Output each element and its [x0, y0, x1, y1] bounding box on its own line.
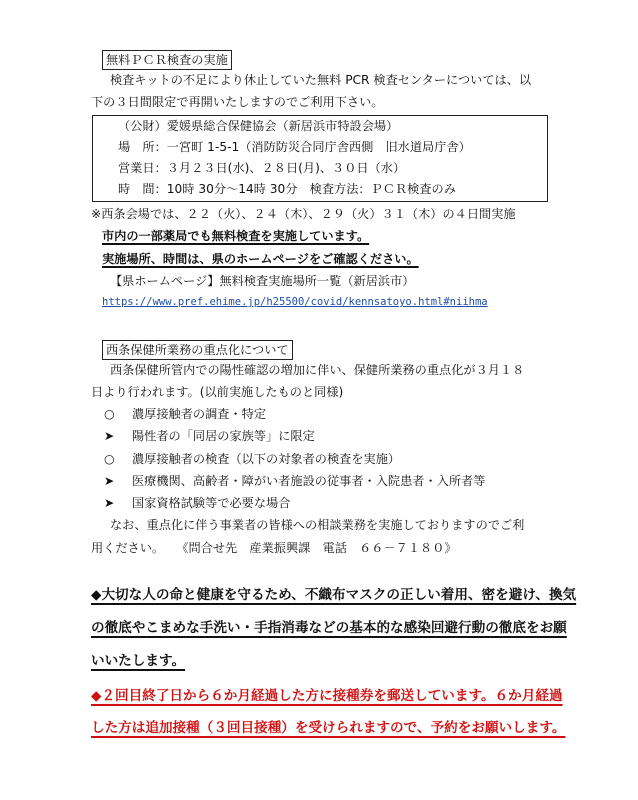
pref-homepage-label: 【県ホームページ】無料検査実施場所一覧（新居浜市） — [110, 274, 415, 288]
circle-bullet-icon: ○ — [104, 407, 115, 421]
consultation-note-1: なお、重点化に伴う事業者の皆様への相談業務を実施しておりますのでご利 — [110, 518, 525, 532]
pcr-intro-line-2: 下の３日間限定で再開いたしますのでご利用下さい。 — [91, 95, 384, 109]
health-center-body-1: 西条保健所管内での陽性確認の増加に伴い、保健所業務の重点化が３月１８ — [110, 363, 525, 377]
list-item-text: 医療機関、高齢者・障がい者施設の従事者・入院患者・入所者等 — [132, 474, 486, 488]
list-item-text: 濃厚接触者の検査（以下の対象者の検査を実施） — [132, 452, 401, 466]
booster-notice-2: した方は追加接種（３回目接種）を受けられますので、予約をお願いします。 — [91, 720, 566, 736]
list-item — [104, 406, 266, 422]
arrow-bullet-icon: ➤ — [104, 496, 115, 510]
health-center-heading: 西条保健所業務の重点化について — [102, 340, 293, 360]
infection-prevention-notice-3: いいたします。 — [91, 653, 186, 669]
pharmacy-note: 市内の一部薬局でも無料検査を実施しています。 — [102, 229, 370, 243]
booster-notice-1: ◆２回目終了日から６か月経過した方に接種券を郵送しています。６か月経過 — [91, 688, 563, 704]
list-item-text: 陽性者の「同居の家族等」に限定 — [132, 429, 315, 443]
pcr-box-days: 営業日：３月２３日(水)、２８日(月)、３０日（水） — [118, 161, 406, 175]
list-item — [104, 428, 315, 444]
list-item — [104, 473, 485, 489]
health-center-body-2: 日より行われます。(以前実施したものと同様) — [91, 385, 344, 399]
list-item-text: 濃厚接触者の調査・特定 — [132, 407, 267, 421]
circle-bullet-icon: ○ — [104, 452, 115, 466]
arrow-bullet-icon: ➤ — [104, 474, 115, 488]
pharmacy-site-note: 実施場所、時間は、県のホームページをご確認ください。 — [102, 252, 419, 266]
list-item — [104, 495, 290, 511]
pcr-box-org: （公財）愛媛県総合保健協会（新居浜市特設会場） — [118, 119, 399, 133]
list-item — [104, 451, 400, 467]
pcr-box-place: 場 所：一宮町 1-5-1（消防防災合同庁舎西側 旧水道局庁舎） — [118, 140, 471, 154]
consultation-note-2: 用ください。 《問合せ先 産業振興課 電話 ６６－７１８０》 — [91, 541, 457, 555]
pcr-heading: 無料ＰＣＲ検査の実施 — [102, 50, 232, 70]
pcr-intro-line-1: 検査キットの不足により休止していた無料 PCR 検査センターについては、以 — [110, 73, 532, 87]
pref-homepage-link[interactable]: https://www.pref.ehime.jp/h25500/covid/kennsatoyo.html#niihma — [102, 296, 488, 308]
infection-prevention-notice-2: の徹底やこまめな手洗い・手指消毒などの基本的な感染回避行動の徹底をお願 — [91, 620, 567, 636]
pcr-box-time: 時 間：10時 30分～14時 30分 検査方法：ＰＣＲ検査のみ — [118, 182, 456, 196]
infection-prevention-notice-1: ◆大切な人の命と健康を守るため、不織布マスクの正しい着用、密を避け、換気 — [91, 587, 577, 603]
saijo-venue-note: ※西条会場では、２２（火）、２４（木）、２９（火）３１（木）の４日間実施 — [91, 207, 516, 221]
list-item-text: 国家資格試験等で必要な場合 — [132, 496, 291, 510]
arrow-bullet-icon: ➤ — [104, 429, 115, 443]
